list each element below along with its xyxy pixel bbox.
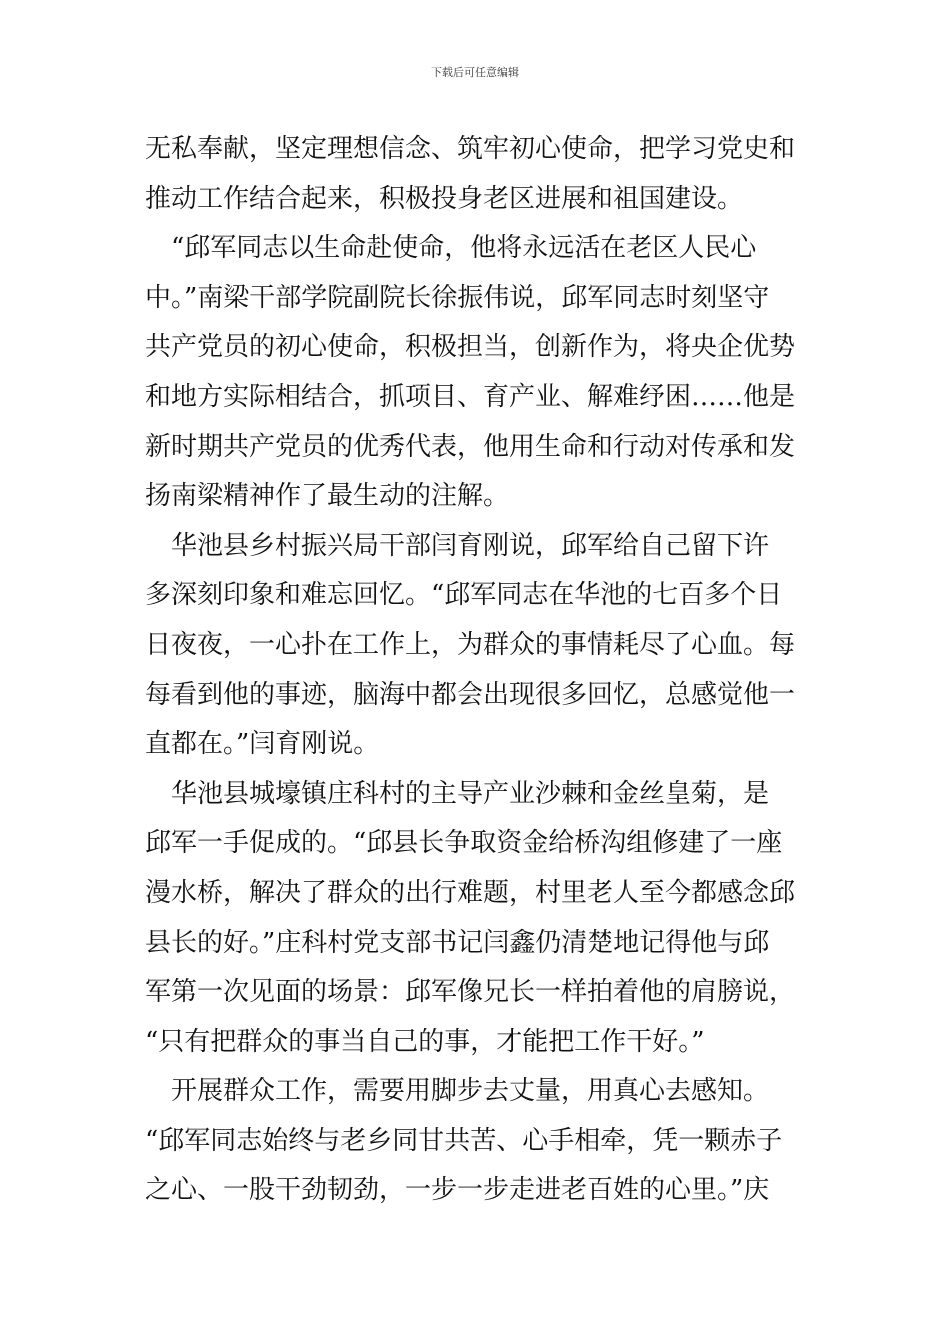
text-line: 扬南梁精神作了最生动的注解。 <box>145 481 510 512</box>
text-line: 之心、一股干劲韧劲，一步一步走进老百姓的心里。”庆 <box>145 1175 770 1206</box>
text-line: 每看到他的事迹，脑海中都会出现很多回忆，总感觉他一 <box>145 679 796 710</box>
text-line: “邱军同志始终与老乡同甘共苦、心手相牵，凭一颗赤子 <box>145 1125 783 1156</box>
text-line: 日夜夜，一心扑在工作上，为群众的事情耗尽了心血。每 <box>145 629 796 660</box>
body-text <box>145 125 815 1216</box>
text-line: 多深刻印象和难忘回忆。“邱军同志在华池的七百多个日 <box>145 580 783 611</box>
text-line: 中。”南梁干部学院副院长徐振伟说，邱军同志时刻坚守 <box>145 282 770 313</box>
text-line: 军第一次见面的场景：邱军像兄长一样拍着他的肩膀说， <box>145 977 796 1008</box>
text-line: 华池县城壕镇庄科村的主导产业沙棘和金丝皇菊，是 <box>145 778 770 809</box>
text-line: 和地方实际相结合，抓项目、育产业、解难纾困……他是 <box>145 381 796 412</box>
text-line: 开展群众工作，需要用脚步去丈量，用真心去感知。 <box>145 1076 770 1107</box>
text-line: 直都在。”闫育刚说。 <box>145 729 380 760</box>
text-line: 县长的好。”庄科村党支部书记闫鑫仍清楚地记得他与邱 <box>145 927 770 958</box>
text-line: 无私奉献，坚定理想信念、筑牢初心使命，把学习党史和 <box>145 134 796 164</box>
text-line: “邱军同志以生命赴使命，他将永远活在老区人民心 <box>145 233 757 264</box>
text-line: 漫水桥，解决了群众的出行难题，村里老人至今都感念邱 <box>145 877 796 908</box>
text-line: 推动工作结合起来，积极投身老区进展和祖国建设。 <box>145 183 744 214</box>
text-line: 邱军一手促成的。“邱县长争取资金给桥沟组修建了一座 <box>145 828 783 859</box>
text-line: “只有把群众的事当自己的事，才能把工作干好。” <box>145 1026 705 1057</box>
text-line: 共产党员的初心使命，积极担当，创新作为，将央企优势 <box>145 332 796 363</box>
text-line: 新时期共产党员的优秀代表，他用生命和行动对传承和发 <box>145 431 796 462</box>
text-line: 华池县乡村振兴局干部闫育刚说，邱军给自己留下许 <box>145 530 770 561</box>
header-note: 下载后可任意编辑 <box>431 66 519 79</box>
